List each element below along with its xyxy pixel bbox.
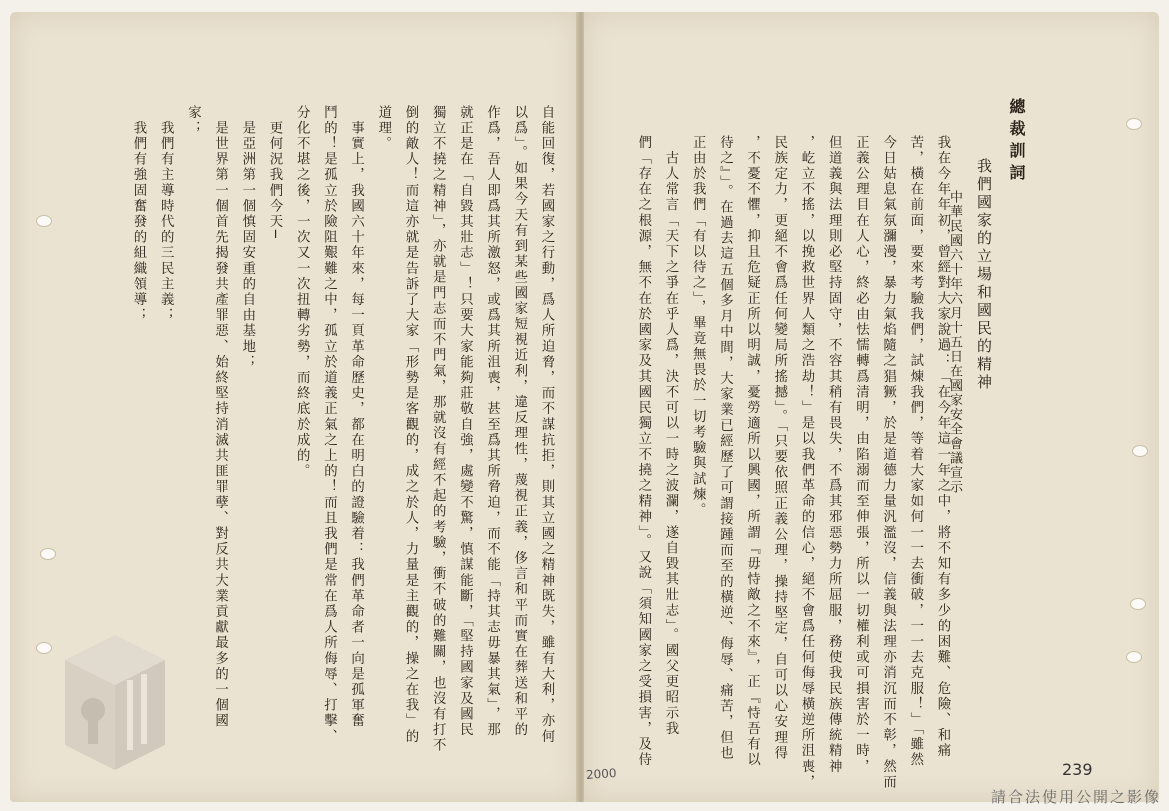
binding-hole — [1126, 651, 1142, 663]
text-column: 但道義與法理則必堅持固守，不容其稍有畏失，不爲其邪惡勢力所屈服，務使我民族傳統精神 — [826, 135, 842, 775]
text-column: 待之』」。在過去這五個多月中間，大家業已經歷了可謂接踵而至的橫逆、侮辱、痛苦，但也 — [717, 135, 733, 762]
text-column: 古人常言「天下之爭在乎人爲，決不可以一時之波瀾，遂自毀其壯志」。國父更昭示我 — [663, 135, 678, 737]
binding-hole — [1126, 118, 1142, 130]
text-column: 獨立不撓之精神」，亦就是門志而不門氣，那就沒有經不起的考驗，衝不破的難關，也沒有打不 — [430, 105, 446, 754]
binding-hole — [1132, 445, 1148, 457]
speech-heading: 總裁訓詞 — [1007, 98, 1026, 186]
binding-hole — [1130, 598, 1146, 610]
text-column: 正由於我們「有以待之」，畢竟無畏於一切考驗與試煉。 — [690, 135, 706, 519]
text-column: 今日姑息氣氛瀰漫，暴力氣焰隨之猖獗，於是道德力量汎濫沒，信義與法理亦消沉而不彰，然而 — [880, 135, 896, 791]
page-number: 239 — [1062, 760, 1093, 779]
text-column: 我們有主導時代的三民主義； — [158, 105, 174, 324]
text-column: 以爲」。如果今天有到某些國家短視近利，違反理性，蔑視正義，侈言和平而實在葬送和平的 — [511, 105, 527, 738]
speech-subtitle: 我們國家的立場和國民的精神 — [975, 158, 993, 392]
binding-hole — [40, 548, 56, 560]
speech-dateline: 中華民國六十年六月十五日在國家安全會議宣示 — [947, 190, 962, 495]
text-column: ，屹立不搖，以挽救世界人類之浩劫！」是以我們革命的信心，絕不會爲任何侮辱橫逆所沮喪， — [799, 135, 814, 791]
binding-hole — [36, 215, 52, 227]
text-column: 我在今年年初，曾經對大家說過：「在今年這一年之中，將不知有多少的困難、危險、和痛 — [935, 135, 950, 759]
text-column: 正義公理目在人心，終必由怯懦轉爲清明，由陷溺而至伸張，所以一切權利或可損害於一時， — [853, 135, 869, 775]
text-column: 們「存在之根源，無不在於國家及其國民獨立不撓之精神」。又說「須知國家之受損害，及侍 — [635, 135, 651, 768]
text-column: 鬥的！是孤立於險阻艱難之中，孤立於道義正氣之上的！而且我們是常在爲人所侮辱、打擊、 — [321, 105, 337, 745]
text-column: 是世界第一個首先揭發共產罪惡、始終堅持消滅共匪罪孽、對反共大業貢獻最多的一個國 — [212, 105, 228, 729]
text-column: 更何況我們今天─ — [267, 105, 282, 241]
usage-notice: 請合法使用公開之影像 — [990, 788, 1161, 806]
text-column: 就正是在「自毀其壯志」！只要大家能夠莊敬自強，處變不驚，慎謀能斷，「堅持國家及國民 — [457, 105, 473, 738]
text-column: 我們有強固奮發的組織領導； — [131, 105, 146, 324]
text-column: 道理。 — [375, 105, 391, 152]
text-column: 事實上，我國六十年來，每一頁革命歷史，都在明白的證驗着：我們革命者一向是孤軍奮 — [348, 105, 364, 729]
text-column: 家； — [185, 105, 201, 137]
archive-stamp: 2000 — [585, 765, 617, 783]
text-column: 苦，橫在前面，要來考驗我們，試煉我們，等着大家如何一一去衝破，一一去克服！」「雖然 — [907, 135, 923, 768]
text-column: ，不憂不懼，抑且危疑正所以明誠，憂勞適所以興國，所謂『毋恃敵之不來』，正『恃吾有以 — [744, 135, 760, 768]
text-column: 是亞洲第一個慎固安重的自由基地； — [239, 105, 255, 371]
text-column: 作爲，吾人即爲其所激怒，或爲其所沮喪，甚至爲其所脅迫，而不能「持其志毋暴其氣」，那 — [484, 105, 500, 738]
text-column: 倒的敵人！而這亦就是告訴了大家「形勢是客觀的，成之於人，力量是主觀的，操之在我」的 — [403, 105, 418, 745]
archive-logo-icon — [45, 630, 185, 775]
text-column: 民族定力，更絕不會爲任何變局所搖撼」。「只要依照正義公理，操持堅定，自可以心安理得 — [771, 135, 787, 762]
text-column: 自能回復，若國家之行動，爲人所迫脅，而不謀抗拒，則其立國之精神既失，雖有大利，亦何 — [539, 105, 554, 745]
text-column: 分化不堪之後，一次又一次扭轉劣勢，而終底於成的。 — [294, 105, 310, 480]
